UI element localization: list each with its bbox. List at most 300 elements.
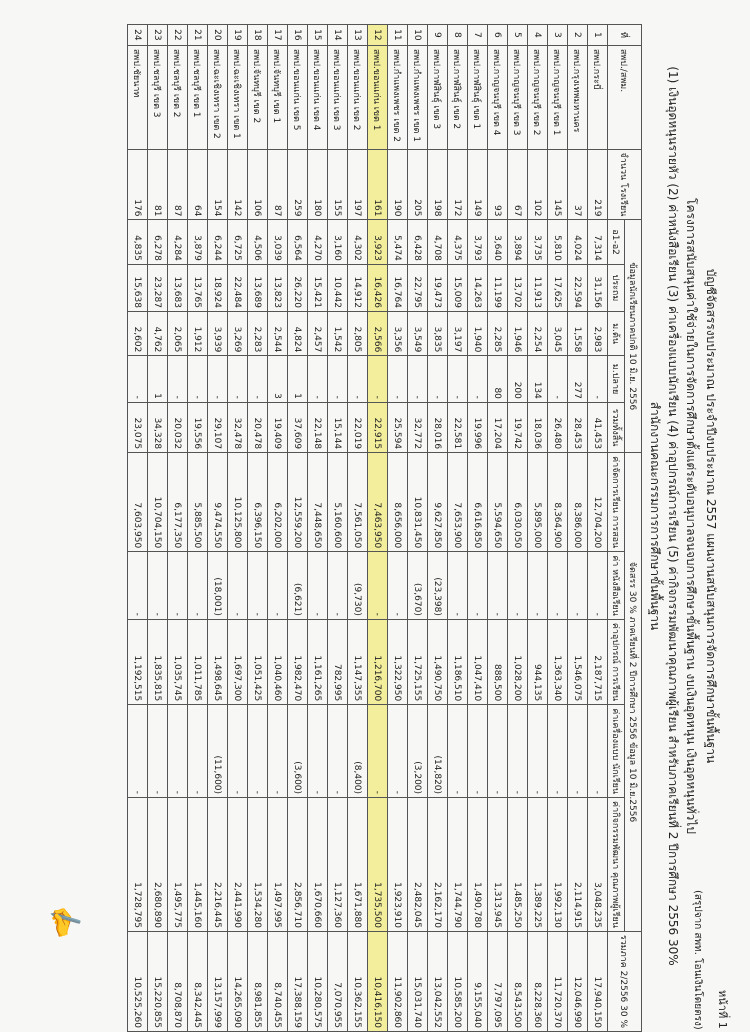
cell-m2: 1 [148, 356, 168, 403]
cell-name: สพป.จันทบุรี เขต 1 [268, 45, 288, 149]
cell-c: 1,051,425 [248, 619, 268, 704]
cell-c: 1,697,300 [228, 619, 248, 704]
cell-e: 1,735,500 [368, 798, 388, 932]
cell-p: 22,484 [228, 264, 248, 311]
cell-b: - [548, 552, 568, 620]
cell-sum: 8,342,445 [188, 931, 208, 1031]
cell-sum: 7,797,095 [488, 931, 508, 1031]
cell-schools: 172 [448, 149, 468, 220]
cell-m1: 2,805 [348, 311, 368, 355]
cell-k: 4,506 [248, 220, 268, 264]
cell-schools: 64 [188, 149, 208, 220]
cell-total: 34,328 [148, 402, 168, 452]
cell-a: 7,448,650 [308, 453, 328, 552]
cell-schools: 87 [268, 149, 288, 220]
cell-b: - [488, 552, 508, 620]
cell-name: สพป.กาฬสินธุ์ เขต 1 [468, 45, 488, 149]
cell-schools: 145 [548, 149, 568, 220]
cell-e: 1,495,775 [168, 798, 188, 932]
cell-schools: 155 [328, 149, 348, 220]
header-alloc-d: ค่าเครื่องแบบ นักเรียน [608, 705, 625, 798]
cell-seq: 20 [208, 25, 228, 46]
cell-schools: 93 [488, 149, 508, 220]
cell-sum: 12,046,990 [568, 931, 588, 1031]
cell-d: - [188, 705, 208, 798]
cell-sum: 17,388,159 [288, 931, 308, 1031]
cell-m1: 3,197 [448, 311, 468, 355]
cell-total: 25,594 [388, 402, 408, 452]
cell-c: 1,982,470 [288, 619, 308, 704]
header-alloc-a: ค่าจัดการเรียน การสอน [608, 453, 625, 552]
cell-c: 944,135 [528, 619, 548, 704]
cell-sum: 13,042,552 [428, 931, 448, 1031]
cell-total: 22,581 [448, 402, 468, 452]
cell-c: 1,216,700 [368, 619, 388, 704]
cell-a: 8,364,900 [548, 453, 568, 552]
cell-total: 23,075 [128, 402, 148, 452]
table-row [408, 25, 428, 1032]
cell-schools: 197 [348, 149, 368, 220]
cell-d: - [308, 705, 328, 798]
cell-p: 14,263 [468, 264, 488, 311]
cell-name: สพป.กรุงเทพมหานคร [568, 45, 588, 149]
cell-sum: 15,220,855 [148, 931, 168, 1031]
cell-b: (18,001) [208, 552, 228, 620]
cell-e: 1,490,780 [468, 798, 488, 932]
table-row [328, 25, 348, 1032]
cell-e: 2,216,445 [208, 798, 228, 932]
cell-m1: 2,283 [248, 311, 268, 355]
cell-seq: 23 [148, 25, 168, 46]
cell-m1: 3,045 [548, 311, 568, 355]
cell-name: สพป.กระบี่ [588, 45, 608, 149]
cell-p: 11,913 [528, 264, 548, 311]
cell-e: 1,313,945 [488, 798, 508, 932]
cell-m2: - [128, 356, 148, 403]
table-body [128, 25, 608, 1032]
cell-c: 1,725,155 [408, 619, 428, 704]
cell-a: 10,704,150 [148, 453, 168, 552]
cell-e: 1,445,160 [188, 798, 208, 932]
cell-p: 13,702 [508, 264, 528, 311]
cell-schools: 149 [468, 149, 488, 220]
cell-seq: 22 [168, 25, 188, 46]
cell-p: 15,421 [308, 264, 328, 311]
cell-total: 28,453 [568, 402, 588, 452]
cell-p: 15,009 [448, 264, 468, 311]
cell-seq: 24 [128, 25, 148, 46]
cell-c: 1,192,515 [128, 619, 148, 704]
cell-d: (3,200) [408, 705, 428, 798]
cell-seq: 12 [368, 25, 388, 46]
cell-k: 5,474 [388, 220, 408, 264]
cell-schools: 176 [128, 149, 148, 220]
cell-k: 6,244 [208, 220, 228, 264]
table-row [148, 25, 168, 1032]
cell-a: 9,627,850 [428, 453, 448, 552]
cell-sum: 10,525,260 [128, 931, 148, 1031]
table-row [168, 25, 188, 1032]
cell-a: 7,653,900 [448, 453, 468, 552]
cell-a: 7,603,950 [128, 453, 148, 552]
cell-e: 2,482,045 [408, 798, 428, 932]
cell-seq: 18 [248, 25, 268, 46]
cell-k: 6,278 [148, 220, 168, 264]
table-row [388, 25, 408, 1032]
cell-m2: - [548, 356, 568, 403]
cell-b: - [328, 552, 348, 620]
cell-e: 2,441,990 [228, 798, 248, 932]
table-row [128, 25, 148, 1032]
cell-sum: 8,740,455 [268, 931, 288, 1031]
cell-c: 1,028,200 [508, 619, 528, 704]
cell-m1: 2,983 [588, 311, 608, 355]
cell-total: 18,036 [528, 402, 548, 452]
cell-name: สพป.กาญจนบุรี เขต 1 [548, 45, 568, 149]
cell-schools: 161 [368, 149, 388, 220]
cell-k: 4,708 [428, 220, 448, 264]
cell-a: 8,386,000 [568, 453, 588, 552]
cell-d: - [448, 705, 468, 798]
cell-d: - [468, 705, 488, 798]
cell-m2: 1 [288, 356, 308, 403]
cell-b: - [188, 552, 208, 620]
header-alloc-c: ค่าอุปกรณ์ การเรียน [608, 619, 625, 704]
header-alloc-group: จัดสรร 30 % ภาคเรียนที่ 2 ปีการศึกษา 2556 ข้อมูล 10 มิ.ย.2556 [625, 453, 642, 932]
cell-e: 1,923,910 [388, 798, 408, 932]
title-line-2: โครงการสนับสนุนค่าใช้จ่ายในการจัดการศึกษาตั้งแต่ระดับอนุบาลจนจบการศึกษาขั้นพื้นฐาน งบเงินอุดหนุน เงินอุดหนุนทั่วไป [684, 198, 698, 834]
cell-d: - [148, 705, 168, 798]
cell-d: - [568, 705, 588, 798]
cell-name: สพป.กาฬสินธุ์ เขต 3 [428, 45, 448, 149]
cell-d: - [588, 705, 608, 798]
cell-schools: 106 [248, 149, 268, 220]
cell-c: 1,835,815 [148, 619, 168, 704]
cell-schools: 180 [308, 149, 328, 220]
cell-total: 32,772 [408, 402, 428, 452]
cell-e: 1,728,795 [128, 798, 148, 932]
cell-e: 2,162,170 [428, 798, 448, 932]
cell-b: - [588, 552, 608, 620]
cell-m2: - [328, 356, 348, 403]
cell-b: - [168, 552, 188, 620]
cell-a: 12,704,200 [588, 453, 608, 552]
cell-c: 782,995 [328, 619, 348, 704]
cell-total: 41,453 [588, 402, 608, 452]
cell-total: 20,032 [168, 402, 188, 452]
cell-a: 5,895,000 [528, 453, 548, 552]
cell-name: สพป.ขอนแก่น เขต 2 [348, 45, 368, 149]
cell-name: สพป.กาญจนบุรี เขต 3 [508, 45, 528, 149]
cell-k: 3,879 [188, 220, 208, 264]
cell-seq: 4 [528, 25, 548, 46]
cell-name: สพป.กาญจนบุรี เขต 2 [528, 45, 548, 149]
cell-d: - [228, 705, 248, 798]
cell-schools: 190 [388, 149, 408, 220]
cell-sum: 15,031,740 [408, 931, 428, 1031]
cell-k: 4,375 [448, 220, 468, 264]
cell-b: - [568, 552, 588, 620]
cell-m1: 2,566 [368, 311, 388, 355]
cell-k: 6,725 [228, 220, 248, 264]
cell-a: 10,125,800 [228, 453, 248, 552]
cell-a: 6,616,850 [468, 453, 488, 552]
cell-e: 1,485,250 [508, 798, 528, 932]
cell-total: 37,609 [288, 402, 308, 452]
cell-m2: - [348, 356, 368, 403]
cell-total: 26,480 [548, 402, 568, 452]
cell-seq: 17 [268, 25, 288, 46]
table-row [348, 25, 368, 1032]
cell-d: - [548, 705, 568, 798]
cell-k: 4,024 [568, 220, 588, 264]
cell-schools: 259 [288, 149, 308, 220]
cell-e: 1,497,995 [268, 798, 288, 932]
cell-m2: - [188, 356, 208, 403]
cell-p: 14,912 [348, 264, 368, 311]
cell-e: 1,744,790 [448, 798, 468, 932]
page-number: หน้าที่ 1 [716, 990, 729, 1029]
cell-d: - [388, 705, 408, 798]
table-row [528, 25, 548, 1032]
cell-p: 10,442 [328, 264, 348, 311]
cell-m1: 1,558 [568, 311, 588, 355]
cell-m2: - [588, 356, 608, 403]
cell-p: 13,765 [188, 264, 208, 311]
cell-p: 13,823 [268, 264, 288, 311]
cell-sum: 10,416,150 [368, 931, 388, 1031]
table-row [288, 25, 308, 1032]
cell-seq: 9 [428, 25, 448, 46]
cell-c: 1,490,750 [428, 619, 448, 704]
cell-d: - [368, 705, 388, 798]
cell-total: 29,107 [208, 402, 228, 452]
cell-m2: 80 [488, 356, 508, 403]
cell-m2: - [388, 356, 408, 403]
cell-name: สพป.กาฬสินธุ์ เขต 2 [448, 45, 468, 149]
cell-sum: 8,981,855 [248, 931, 268, 1031]
cell-seq: 1 [588, 25, 608, 46]
cell-schools: 198 [428, 149, 448, 220]
cell-schools: 67 [508, 149, 528, 220]
cell-total: 17,204 [488, 402, 508, 452]
cell-name: สพป.ขอนแก่น เขต 4 [308, 45, 328, 149]
cell-seq: 13 [348, 25, 368, 46]
cell-a: 5,885,500 [188, 453, 208, 552]
header-total: รวมทั้งสิ้น [608, 402, 625, 452]
cell-p: 22,594 [568, 264, 588, 311]
header-alloc-e: ค่ากิจกรรมพัฒนา คุณภาพผู้เรียน [608, 798, 625, 932]
cell-b: (6,621) [288, 552, 308, 620]
cell-c: 1,322,950 [388, 619, 408, 704]
cell-k: 3,640 [488, 220, 508, 264]
cell-sum: 11,720,370 [548, 931, 568, 1031]
cell-name: สพป.ฉะเชิงเทรา เขต 1 [228, 45, 248, 149]
cell-b: - [128, 552, 148, 620]
cell-d: - [168, 705, 188, 798]
cell-m1: 1,946 [508, 311, 528, 355]
cell-seq: 16 [288, 25, 308, 46]
cell-a: 10,831,450 [408, 453, 428, 552]
cell-k: 3,039 [268, 220, 288, 264]
cell-d: (8,400) [348, 705, 368, 798]
cell-schools: 205 [408, 149, 428, 220]
cell-total: 22,915 [368, 402, 388, 452]
cell-sum: 14,265,090 [228, 931, 248, 1031]
cell-schools: 154 [208, 149, 228, 220]
cell-d: (11,600) [208, 705, 228, 798]
cell-sum: 8,228,360 [528, 931, 548, 1031]
cell-name: สพป.ชัยนาท [128, 45, 148, 149]
cell-k: 5,810 [548, 220, 568, 264]
cell-name: สพป.ฉะเชิงเทรา เขต 2 [208, 45, 228, 149]
cell-p: 31,156 [588, 264, 608, 311]
cell-c: 1,186,510 [448, 619, 468, 704]
cell-b: - [508, 552, 528, 620]
cell-m2: 3 [268, 356, 288, 403]
cell-d: - [528, 705, 548, 798]
cell-seq: 21 [188, 25, 208, 46]
cell-k: 3,793 [468, 220, 488, 264]
cell-b: - [528, 552, 548, 620]
cell-d: - [328, 705, 348, 798]
cell-k: 4,302 [348, 220, 368, 264]
cell-a: 5,594,650 [488, 453, 508, 552]
cell-seq: 8 [448, 25, 468, 46]
cell-c: 1,498,645 [208, 619, 228, 704]
cell-m1: 3,939 [208, 311, 228, 355]
cell-c: 1,011,785 [188, 619, 208, 704]
cell-c: 1,047,410 [468, 619, 488, 704]
cell-b: - [388, 552, 408, 620]
title-line-1: บัญชีจัดสรรงบประมาณ ประจำปีงบประมาณ 2557 แผนงานสนับสนุนการจัดการศึกษาขั้นพื้นฐาน [704, 268, 718, 764]
cell-b: - [368, 552, 388, 620]
cell-e: 1,670,660 [308, 798, 328, 932]
cell-d: - [488, 705, 508, 798]
cell-b: (3,670) [408, 552, 428, 620]
cell-m1: 4,762 [148, 311, 168, 355]
cell-c: 1,546,075 [568, 619, 588, 704]
cell-m1: 3,549 [408, 311, 428, 355]
header-alloc-b: ค่า หนังสือเรียน [608, 552, 625, 620]
cell-m2: - [368, 356, 388, 403]
table-row [368, 25, 388, 1032]
cell-seq: 7 [468, 25, 488, 46]
table-row [308, 25, 328, 1032]
header-sum: รวมภาค 2/2556 30 % [608, 931, 642, 1031]
cell-p: 11,199 [488, 264, 508, 311]
cell-k: 3,735 [528, 220, 548, 264]
cell-m1: 3,835 [428, 311, 448, 355]
cell-e: 1,671,880 [348, 798, 368, 932]
table-row [268, 25, 288, 1032]
cell-name: สพป.ชลบุรี เขต 1 [188, 45, 208, 149]
allocation-table [127, 24, 642, 1032]
cell-sum: 17,940,150 [588, 931, 608, 1031]
cell-sum: 8,708,870 [168, 931, 188, 1031]
title-line-4: สำนักงานคณะกรรมการการศึกษาขั้นพื้นฐาน [648, 401, 662, 631]
cell-m1: 1,912 [188, 311, 208, 355]
cell-schools: 87 [168, 149, 188, 220]
cell-a: 12,559,200 [288, 453, 308, 552]
cell-a: 5,160,600 [328, 453, 348, 552]
cell-e: 2,856,710 [288, 798, 308, 932]
cell-schools: 37 [568, 149, 588, 220]
cell-schools: 102 [528, 149, 548, 220]
cell-m2: - [208, 356, 228, 403]
cell-c: 1,147,355 [348, 619, 368, 704]
table-row [508, 25, 528, 1032]
cell-e: 1,389,225 [528, 798, 548, 932]
cell-m1: 2,285 [488, 311, 508, 355]
header-k: อ1-อ2 [608, 220, 625, 264]
cell-sum: 7,070,955 [328, 931, 348, 1031]
cell-m2: - [248, 356, 268, 403]
cell-m1: 2,544 [268, 311, 288, 355]
cell-sum: 13,157,999 [208, 931, 228, 1031]
cell-e: 2,114,915 [568, 798, 588, 932]
cell-m1: 4,824 [288, 311, 308, 355]
cell-sum: 10,585,200 [448, 931, 468, 1031]
cell-m2: 134 [528, 356, 548, 403]
cell-seq: 5 [508, 25, 528, 46]
cell-sum: 8,543,500 [508, 931, 528, 1031]
cell-m2: - [428, 356, 448, 403]
cell-total: 22,019 [348, 402, 368, 452]
cell-d: (3,600) [288, 705, 308, 798]
cell-c: 1,363,340 [548, 619, 568, 704]
cell-m1: 3,356 [388, 311, 408, 355]
cell-total: 19,556 [188, 402, 208, 452]
cell-b: - [448, 552, 468, 620]
cell-k: 6,564 [288, 220, 308, 264]
cell-name: สพป.ชลบุรี เขต 2 [168, 45, 188, 149]
cell-k: 4,835 [128, 220, 148, 264]
cell-name: สพป.กาญจนบุรี เขต 4 [488, 45, 508, 149]
cell-total: 19,742 [508, 402, 528, 452]
table-row [588, 25, 608, 1032]
cell-seq: 6 [488, 25, 508, 46]
cell-e: 1,992,130 [548, 798, 568, 932]
cell-m1: 1,542 [328, 311, 348, 355]
cell-k: 6,428 [408, 220, 428, 264]
cell-b: (9,730) [348, 552, 368, 620]
cell-p: 17,625 [548, 264, 568, 311]
table-row [228, 25, 248, 1032]
cell-total: 19,996 [468, 402, 488, 452]
cell-e: 1,534,280 [248, 798, 268, 932]
cell-c: 1,161,265 [308, 619, 328, 704]
header-m1: ม.ต้น [608, 311, 625, 355]
cell-p: 19,473 [428, 264, 448, 311]
cell-a: 9,474,550 [208, 453, 228, 552]
cell-b: (23,398) [428, 552, 448, 620]
cell-m2: 200 [508, 356, 528, 403]
cell-d: (14,820) [428, 705, 448, 798]
cell-p: 18,924 [208, 264, 228, 311]
cell-a: 6,396,150 [248, 453, 268, 552]
cell-e: 1,127,360 [328, 798, 348, 932]
cell-a: 6,030,050 [508, 453, 528, 552]
cell-seq: 14 [328, 25, 348, 46]
cell-m1: 2,254 [528, 311, 548, 355]
cell-m1: 2,602 [128, 311, 148, 355]
cell-e: 2,680,890 [148, 798, 168, 932]
cell-b: - [248, 552, 268, 620]
cell-total: 22,148 [308, 402, 328, 452]
cell-c: 1,035,745 [168, 619, 188, 704]
cell-m2: - [308, 356, 328, 403]
